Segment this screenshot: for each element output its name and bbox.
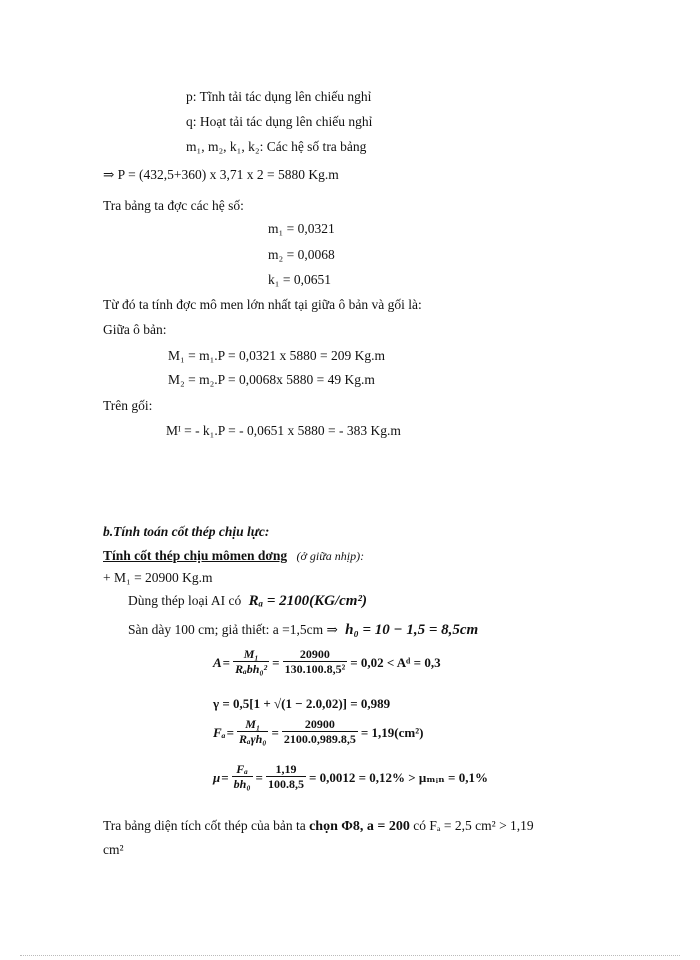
rebar-selection-text: Tra bảng diện tích cốt thép của bản ta — [103, 818, 306, 833]
page-footer-divider — [20, 955, 680, 956]
Fa-formula: Fₐ = $\frac{\text{M₁}}{\text{Rₐγh₀}}$ = $\frac{20900}{2100.0,989.8,5}$ = 1,19(cm²) — [213, 717, 424, 746]
m2-value: m₂ = 0,0068 — [268, 247, 335, 262]
Fa-denominator-value: 2100.0,989.8,5 — [283, 732, 356, 746]
A-result: = 0,02 < Aᵈ = 0,3 — [350, 654, 441, 670]
q-definition: q: Hoạt tải tác dụng lên chiếu nghỉ — [186, 114, 373, 129]
moment-intro: Từ đó ta tính đợc mô men lớn nhất tại giữa ô bản và gối là: — [103, 297, 422, 312]
mu-numerator: Fₐ — [236, 762, 248, 776]
coefficient-definition: m₁, m₂, k₁, k₂: Các hệ số tra bảng — [186, 139, 367, 154]
M2-calculation: M₂ = m₂.P = 0,0068x 5880 = 49 Kg.m — [168, 372, 375, 387]
rebar-selection-line — [103, 819, 534, 834]
A-symbol: A — [213, 654, 222, 670]
A-formula: A = $\frac{\text{M₁}}{\text{Rₐbh₀²}}$ = $\frac{20900}{\text{130.100.8,5²}}$ = 0,02 < Aᵈ = 0,3 — [213, 647, 441, 676]
rebar-spec: Φ8, a = 200 — [341, 819, 410, 834]
A-numerator-value: 20900 — [299, 647, 330, 661]
A-numerator: M₁ — [243, 647, 259, 661]
mu-numerator-value: 1,19 — [275, 762, 297, 776]
mu-symbol: μ — [213, 769, 221, 785]
mu-denominator: bh₀ — [233, 777, 251, 791]
A-denominator: Rₐbh₀² — [235, 662, 268, 676]
slab-thickness-line — [128, 623, 478, 638]
M1-calculation: M₁ = m₁.P = 0,0321 x 5880 = 209 Kg.m — [168, 348, 386, 363]
rebar-area: có Fₐ = 2,5 cm² > 1,19 — [413, 818, 534, 833]
mu-result: = 0,0012 = 0,12% > μₘᵢₙ = 0,1% — [308, 769, 488, 785]
mid-span-note: (ở giữa nhịp): — [296, 549, 365, 563]
support-label: Trên gối: — [103, 398, 153, 413]
table-lookup-text: Tra bảng ta đợc các hệ số: — [103, 198, 244, 213]
Fa-denominator: Rₐγh₀ — [238, 732, 267, 746]
Fa-numerator: M₁ — [245, 717, 261, 731]
mid-panel-label: Giữa ô bản: — [103, 322, 167, 337]
steel-type-text: Dùng thép loại AI có — [128, 593, 242, 608]
slab-thickness-text: Sàn dày 100 cm; giả thiết: a =1,5cm ⇒ — [128, 622, 338, 637]
positive-moment-title: Tính cốt thép chịu mômen dơng — [103, 548, 288, 563]
Fa-numerator-value: 20900 — [304, 717, 335, 731]
mu-formula: μ = $\frac{\text{Fₐ}}{\text{bh₀}}$ = $\frac{1,19}{100.8,5}$ = 0,0012 = 0,12% > μₘᵢₙ = 0,1% — [213, 762, 488, 791]
gamma-formula: γ = 0,5[1 + √(1 − 2.0,02)] = 0,989 — [213, 696, 391, 711]
p-definition: p: Tĩnh tải tác dụng lên chiếu nghỉ — [186, 89, 372, 104]
k1-value: k₁ = 0,0651 — [268, 272, 331, 287]
P-calculation: ⇒ P = (432,5+360) x 3,71 x 2 = 5880 Kg.m — [103, 167, 339, 182]
M1-value: + M₁ = 20900 Kg.m — [103, 570, 213, 585]
positive-moment-heading — [103, 549, 364, 563]
Fa-result: = 1,19(cm²) — [360, 724, 424, 740]
section-b-heading: b.Tính toán cốt thép chịu lực: — [103, 524, 270, 539]
Ra-equation: Rₐ = 2100(KG/cm²) — [248, 593, 367, 609]
rebar-area-unit: cm² — [103, 842, 124, 857]
A-denominator-value: 130.100.8,5² — [284, 662, 346, 676]
steel-type-line — [128, 594, 367, 609]
choose-word: chọn — [309, 819, 338, 834]
h0-equation: h₀ = 10 − 1,5 = 8,5cm — [345, 622, 479, 638]
MI-calculation: Mᴵ = - k₁.P = - 0,0651 x 5880 = - 383 Kg.m — [166, 423, 401, 438]
Fa-symbol: Fₐ — [213, 724, 226, 740]
mu-denominator-value: 100.8,5 — [267, 777, 304, 791]
m1-value: m₁ = 0,0321 — [268, 221, 335, 236]
